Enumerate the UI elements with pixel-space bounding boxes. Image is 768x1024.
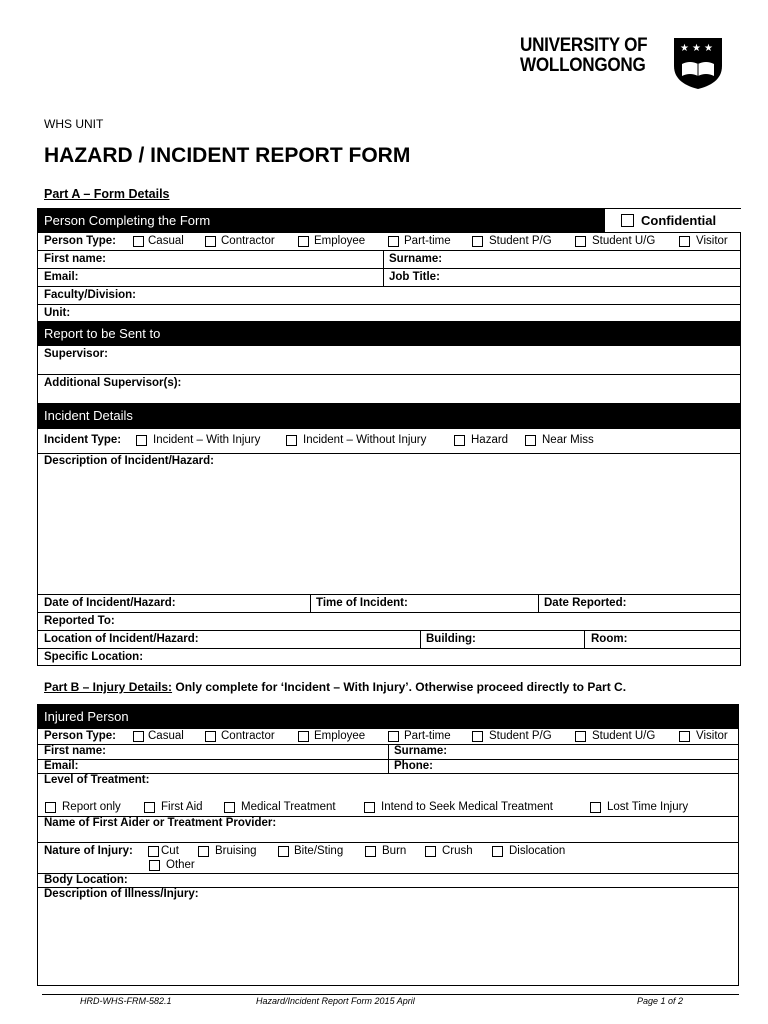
student-pg-label: Student P/G (489, 235, 552, 247)
surname-field[interactable]: Surname: (389, 253, 443, 265)
first-name-field[interactable]: First name: (44, 253, 106, 265)
injured-student-pg-checkbox[interactable] (472, 731, 483, 742)
first-aider-row (38, 816, 738, 842)
contractor-label: Contractor (221, 235, 275, 247)
nature-label: Nature of Injury: (44, 845, 133, 857)
part-a-heading: Part A – Form Details (44, 187, 170, 201)
specific-location-field[interactable]: Specific Location: (44, 651, 144, 663)
bite-sting-checkbox[interactable] (278, 846, 289, 857)
employee-checkbox[interactable] (298, 236, 309, 247)
incident-details-label: Incident Details (44, 408, 133, 423)
treatment-row (38, 773, 738, 816)
part-time-label: Part-time (404, 235, 451, 247)
first-aider-field[interactable]: Name of First Aider or Treatment Provider: (44, 817, 277, 829)
supervisor-row (38, 345, 740, 374)
svg-text:★: ★ (680, 43, 689, 54)
injured-contractor-checkbox[interactable] (205, 731, 216, 742)
injured-employee-checkbox[interactable] (298, 731, 309, 742)
body-location-row (38, 873, 738, 887)
part-b-heading: Part B – Injury Details: Only complete for ‘Incident – With Injury’. Otherwise proceed directly to Part C. (44, 680, 627, 694)
without-injury-checkbox[interactable] (286, 435, 297, 446)
logo-line-2: WOLLONGONG (520, 55, 646, 76)
medical-treatment-label: Medical Treatment (241, 801, 336, 813)
incident-time-field[interactable]: Time of Incident: (316, 597, 408, 609)
incident-type-label: Incident Type: (44, 434, 122, 446)
supervisor-field[interactable]: Supervisor: (44, 348, 108, 360)
lost-time-label: Lost Time Injury (607, 801, 689, 813)
bruising-checkbox[interactable] (198, 846, 209, 857)
nature-row (38, 842, 738, 873)
room-field[interactable]: Room: (591, 633, 628, 645)
injured-person-label: Injured Person (44, 709, 129, 724)
report-to-label: Report to be Sent to (44, 326, 161, 341)
person-type-row (38, 232, 740, 250)
unit-field[interactable]: Unit: (44, 307, 71, 319)
student-ug-label: Student U/G (592, 235, 656, 247)
person-completing-label: Person Completing the Form (44, 213, 211, 228)
near-miss-label: Near Miss (542, 434, 594, 446)
email-field[interactable]: Email: (44, 271, 79, 283)
near-miss-checkbox[interactable] (525, 435, 536, 446)
intend-medical-label: Intend to Seek Medical Treatment (381, 801, 553, 813)
cut-checkbox[interactable] (148, 846, 159, 857)
dislocation-checkbox[interactable] (492, 846, 503, 857)
additional-supervisor-field[interactable]: Additional Supervisor(s): (44, 377, 182, 389)
part-time-checkbox[interactable] (388, 236, 399, 247)
injured-person-type-row (38, 728, 738, 744)
with-injury-checkbox[interactable] (136, 435, 147, 446)
footer-divider (42, 994, 739, 995)
injured-person-bar (38, 705, 738, 728)
incident-date-field[interactable]: Date of Incident/Hazard: (44, 597, 176, 609)
specific-location-row (38, 648, 740, 665)
person-completing-bar (38, 209, 740, 232)
report-to-table (37, 322, 741, 404)
injured-employee-label: Employee (314, 730, 366, 742)
injured-student-ug-label: Student U/G (592, 730, 656, 742)
confidential-label: Confidential (641, 213, 717, 228)
email-row (38, 268, 740, 286)
student-pg-checkbox[interactable] (472, 236, 483, 247)
injured-email-row (38, 759, 738, 773)
first-aid-label: First Aid (161, 801, 203, 813)
injured-email-field[interactable]: Email: (44, 760, 79, 772)
building-field[interactable]: Building: (426, 633, 476, 645)
confidential-cell (604, 209, 741, 232)
report-to-bar (38, 322, 740, 345)
unit-row (38, 304, 740, 322)
casual-checkbox[interactable] (133, 236, 144, 247)
footer-form-name: Hazard/Incident Report Form 2015 April (256, 996, 415, 1006)
incident-date-row (38, 594, 740, 612)
visitor-label: Visitor (696, 235, 728, 247)
without-injury-label: Incident – Without Injury (303, 434, 427, 446)
dislocation-label: Dislocation (509, 845, 566, 857)
logo-line-1: UNIVERSITY OF (520, 35, 648, 56)
student-ug-checkbox[interactable] (575, 236, 586, 247)
injured-person-table (37, 704, 739, 986)
other-label: Other (166, 859, 195, 871)
incident-type-row (38, 428, 740, 453)
reported-to-field[interactable]: Reported To: (44, 615, 115, 627)
report-only-checkbox[interactable] (45, 802, 56, 813)
injured-visitor-label: Visitor (696, 730, 728, 742)
location-field[interactable]: Location of Incident/Hazard: (44, 633, 199, 645)
svg-text:★: ★ (704, 43, 713, 54)
intend-medical-checkbox[interactable] (364, 802, 375, 813)
job-title-field[interactable]: Job Title: (389, 271, 440, 283)
cut-label: Cut (161, 845, 179, 857)
injured-casual-label: Casual (148, 730, 184, 742)
injured-person-type-label: Person Type: (44, 730, 116, 742)
injured-first-name-field[interactable]: First name: (44, 745, 106, 757)
injured-student-ug-checkbox[interactable] (575, 731, 586, 742)
report-only-label: Report only (62, 801, 121, 813)
injured-visitor-checkbox[interactable] (679, 731, 690, 742)
burn-checkbox[interactable] (365, 846, 376, 857)
injured-part-time-label: Part-time (404, 730, 451, 742)
contractor-checkbox[interactable] (205, 236, 216, 247)
hazard-label: Hazard (471, 434, 509, 446)
unit-label: WHS UNIT (44, 117, 104, 131)
injury-description-field[interactable]: Description of Illness/Injury: (44, 888, 199, 900)
footer-page-number: Page 1 of 2 (637, 996, 684, 1006)
location-row (38, 630, 740, 648)
injury-description-row (38, 887, 738, 986)
injured-surname-field[interactable]: Surname: (394, 745, 448, 757)
injured-student-pg-label: Student P/G (489, 730, 552, 742)
person-completing-table (37, 208, 741, 322)
svg-text:★: ★ (692, 43, 701, 54)
burn-label: Burn (382, 845, 407, 857)
incident-description-row (38, 453, 740, 594)
incident-description-field[interactable]: Description of Incident/Hazard: (44, 455, 214, 467)
incident-details-bar (38, 404, 740, 428)
casual-label: Casual (148, 235, 184, 247)
visitor-checkbox[interactable] (679, 236, 690, 247)
injured-casual-checkbox[interactable] (133, 731, 144, 742)
other-checkbox[interactable] (149, 860, 160, 871)
university-logo (520, 36, 726, 90)
name-row (38, 250, 740, 268)
with-injury-label: Incident – With Injury (153, 434, 261, 446)
injured-phone-field[interactable]: Phone: (394, 760, 433, 772)
date-reported-field[interactable]: Date Reported: (544, 597, 627, 609)
employee-label: Employee (314, 235, 366, 247)
body-location-field[interactable]: Body Location: (44, 874, 128, 886)
person-type-label: Person Type: (44, 235, 116, 247)
hazard-checkbox[interactable] (454, 435, 465, 446)
treatment-label: Level of Treatment: (44, 774, 150, 786)
faculty-row (38, 286, 740, 304)
reported-to-row (38, 612, 740, 630)
additional-supervisor-row (38, 374, 740, 403)
bite-sting-label: Bite/Sting (294, 845, 344, 857)
incident-details-table (37, 404, 741, 666)
injured-name-row (38, 744, 738, 759)
first-aid-checkbox[interactable] (144, 802, 155, 813)
bruising-label: Bruising (215, 845, 257, 857)
shield-icon (672, 36, 724, 90)
footer-form-code: HRD-WHS-FRM-582.1 (80, 996, 172, 1006)
injured-part-time-checkbox[interactable] (388, 731, 399, 742)
crush-label: Crush (442, 845, 473, 857)
crush-checkbox[interactable] (425, 846, 436, 857)
form-title: HAZARD / INCIDENT REPORT FORM (44, 144, 411, 167)
injured-contractor-label: Contractor (221, 730, 275, 742)
confidential-checkbox[interactable] (621, 214, 634, 227)
lost-time-checkbox[interactable] (590, 802, 601, 813)
faculty-field[interactable]: Faculty/Division: (44, 289, 137, 301)
medical-treatment-checkbox[interactable] (224, 802, 235, 813)
